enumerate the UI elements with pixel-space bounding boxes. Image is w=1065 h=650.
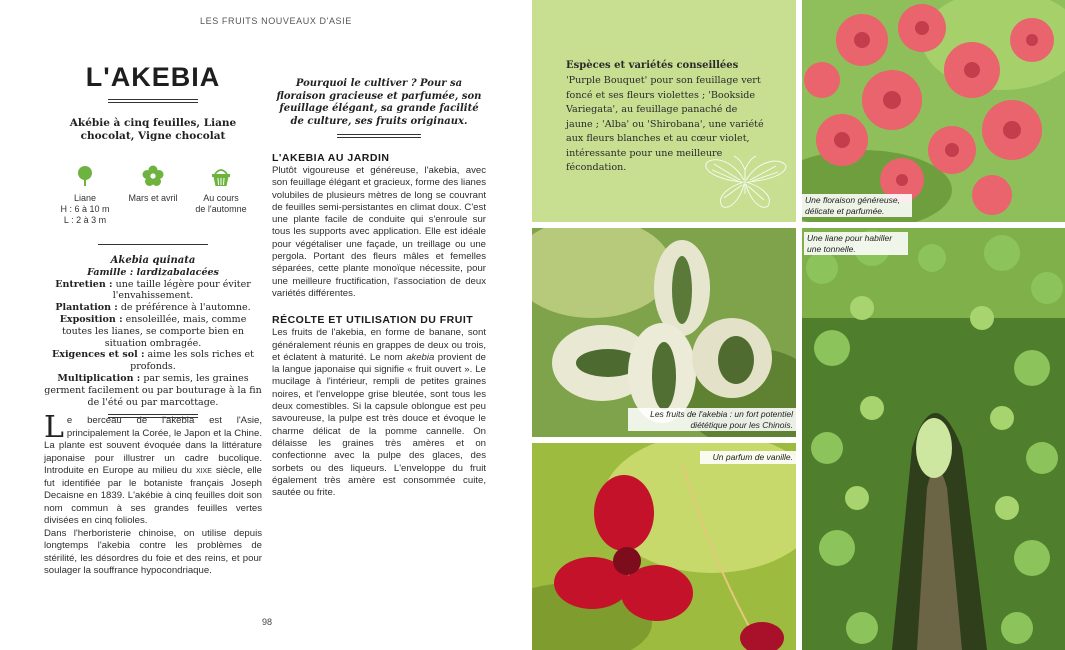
photo-red-flower (532, 443, 796, 650)
drop-cap: L (44, 410, 64, 445)
main-column (272, 78, 486, 499)
photo-fruits (532, 228, 796, 437)
basket-icon (210, 165, 232, 187)
habit-cell (52, 165, 118, 226)
latin-name: Akebia quinata (110, 255, 196, 266)
butterfly-icon (702, 150, 788, 212)
heading-garden: L'AKEBIA AU JARDIN (272, 152, 390, 164)
varieties-box (532, 0, 796, 222)
photo-flowers (802, 0, 1065, 222)
caption-red-flower: Un parfum de vanille. (700, 451, 796, 464)
flowering-line-1: Mars et avril (128, 193, 178, 203)
info-text: par semis, les graines germent facilement ou par bouturage à la fin de l'été ou par marcottage. (44, 372, 262, 408)
caption-flowers: Une floraison généreuse, délicate et parfumée. (802, 194, 912, 217)
history-century: xixe (195, 465, 212, 476)
info-text: aime les sols riches et profonds. (130, 349, 254, 373)
common-names: Akébie à cinq feuilles, Liane chocolat, Vigne chocolat (69, 117, 237, 142)
info-propagation (44, 373, 262, 408)
left-page (0, 0, 532, 650)
intro-question: Pourquoi le cultiver ? Pour sa floraison gracieuse et parfumée, son feuillage élégant, sa grande facilité de culture, ses fruits originaux. (276, 78, 482, 127)
fruit-text-b: provient de la langue japonaise qui signifie « fruit ouvert ». Le mucilage à l'intérieur, rempli de petites graines noires, et l'enveloppe grise bleutée, sont tous les deux comestibles. Si la capsule oblongue est peu savoureuse, la pulpe est très douce et évoque le charme délicat de la pomme cannelle. On délaisse les graines très amères et on confectionne avec la pulpe des glaces, des sorbets ou des liqueurs. L'enveloppe du fruit également très amère est consommée cuite, sautée ou frite. (272, 351, 486, 499)
plant-family: Famille : lardizabalacées (87, 266, 219, 278)
paragraph-garden: Plutôt vigoureuse et généreuse, l'akebia, avec son feuillage élégant et gracieux, forme des lianes volubiles de plusieurs mètres de long se couvrant de feuilles semi-persistantes en climat doux. C'est une plante facile de conduite qui s'enroule sur tous les supports avec application. Elle est idéale pour végétaliser une façade, un treillage ou une pergola. Portant des fleurs mâles et femelles séparées, cette plante monoïque nécessite, pour une meilleure fructification, l'association de deux variétés différentes. (272, 165, 486, 299)
page-number: 98 (262, 617, 273, 627)
info-top-rule (98, 244, 208, 245)
running-head: LES FRUITS NOUVEAUX D'ASIE (200, 16, 352, 26)
flowering-cell (120, 165, 186, 226)
habit-line-2: H : 6 à 10 m (60, 204, 110, 214)
heading-fruit: RÉCOLTE ET UTILISATION DU FRUIT (272, 314, 474, 327)
caption-tunnel: Une liane pour habiller une tonnelle. (804, 232, 908, 255)
info-soil (44, 349, 262, 373)
harvest-line-2: de l'automne (195, 204, 247, 214)
intro-rule (337, 134, 421, 138)
info-planting (44, 302, 262, 314)
info-label: Plantation : (55, 302, 118, 314)
history-text (44, 410, 262, 578)
right-page (532, 0, 1065, 650)
harvest-line-1: Au cours (203, 193, 239, 203)
info-text: une taille légère pour éviter l'envahissement. (112, 278, 251, 302)
paragraph-fruit (272, 327, 486, 499)
info-text: ensoleillée, mais, comme toutes les lianes, se comporte bien en situation ombragée. (62, 313, 247, 349)
harvest-cell (188, 165, 254, 226)
title-rule (108, 99, 198, 103)
plant-info (44, 255, 262, 408)
info-maintenance (44, 279, 262, 303)
page-title: L'AKEBIA (85, 62, 221, 92)
icons-row (44, 165, 262, 226)
habit-line-1: Liane (73, 193, 97, 203)
varieties-title: Espèces et variétés conseillées (566, 60, 739, 71)
fruit-word: akebia (406, 351, 435, 363)
tree-icon (74, 165, 96, 187)
varieties-text: 'Purple Bouquet' pour son feuillage vert foncé et ses fleurs violettes ; 'Bookside Variegata', au feuillage panaché de jaune ; 'Alba' ou 'Shirobana', une variété aux fleurs blanches et au cœur violet, intéressante pour une meilleure fécondation. (566, 75, 764, 173)
caption-fruits: Les fruits de l'akebia : un fort potentiel diététique pour les Chinois. (628, 408, 796, 431)
info-text: de préférence à l'automne. (117, 302, 251, 314)
info-label: Multiplication : (57, 372, 141, 384)
habit-line-3: L : 2 à 3 m (63, 215, 107, 225)
photo-tunnel (802, 228, 1065, 650)
info-exposure (44, 314, 262, 349)
fruit-text-a: Les fruits de l'akebia, en forme de banane, sont généralement réunis en grappes de deux ou trois, et éclatent à maturité. Le nom (272, 327, 486, 363)
info-label: Exigences et sol : (52, 349, 145, 361)
info-label: Entretien : (55, 278, 113, 290)
info-label: Exposition : (59, 313, 123, 325)
history-p1-end: siècle, elle fut identifiée par le botaniste français Joseph Decaisne en 1839. L'akébie à cinq feuilles doit son nom commun à ses grandes feuilles vertes divisées en cinq folioles. (44, 465, 262, 526)
history-p1-start: e berceau de l'akebia est l'Asie, principalement la Corée, le Japon et la Chine. La plante est souvent évoquée dans la littérature japonaise pour illustrer un cadre bucolique. Introduite en Europe au milieu du (44, 415, 262, 476)
flower-icon (142, 165, 164, 187)
sidebar-column (44, 62, 262, 418)
history-p2: Dans l'herboristerie chinoise, on utilise depuis longtemps l'akebia contre les problèmes de stérilité, les désordres du foie et des reins, et pour soulager la souffrance hypocondriaque. (44, 527, 262, 576)
